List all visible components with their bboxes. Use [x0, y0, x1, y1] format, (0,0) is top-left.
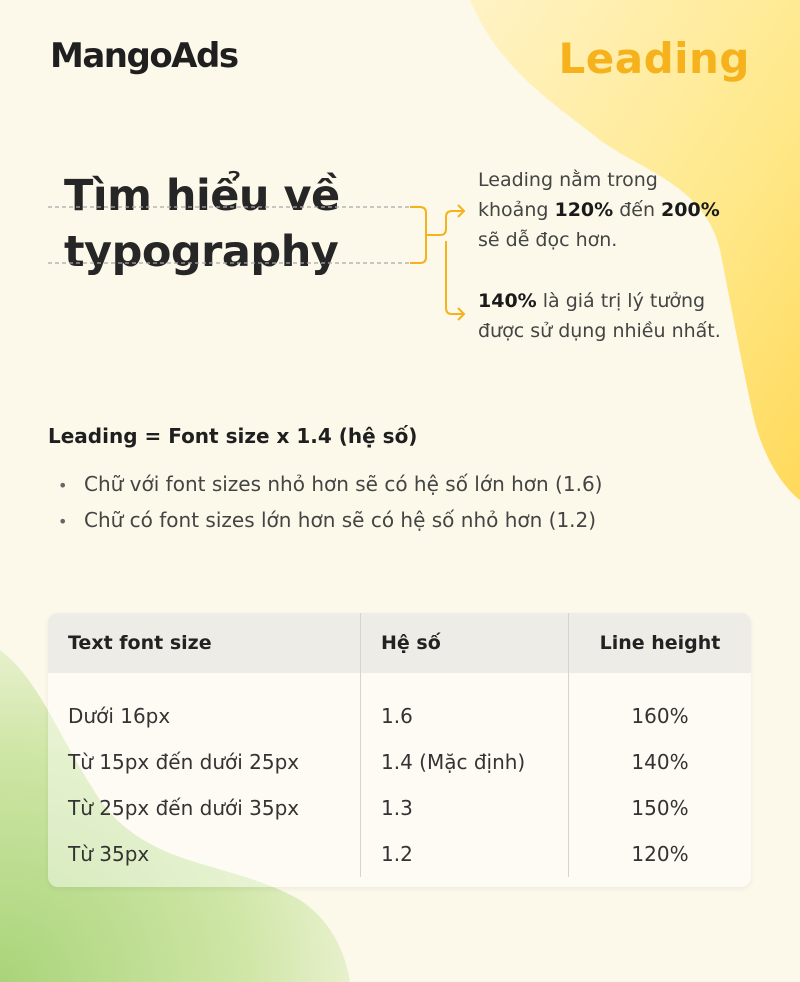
table-header-row: [48, 613, 751, 673]
column-header: Text font size: [48, 613, 361, 673]
table-cell: 150%: [569, 785, 752, 831]
table-cell: 1.2: [361, 831, 569, 877]
note-line: khoảng 120% đến 200%: [478, 199, 720, 221]
bracket-icon: [410, 207, 426, 263]
demo-line-2: typography: [64, 227, 339, 277]
table-cell: 140%: [569, 739, 752, 785]
note-line: 140% là giá trị lý tưởng: [478, 290, 706, 312]
table-cell: Dưới 16px: [68, 704, 171, 728]
note-line: Leading nằm trong: [478, 169, 658, 191]
table-cell: Từ 15px đến dưới 25px: [68, 750, 300, 774]
note-line: sẽ dễ đọc hơn.: [478, 229, 618, 251]
table-cell: 120%: [569, 831, 752, 877]
table-row: [48, 785, 751, 831]
note-ideal: [478, 286, 721, 346]
column-header: Line height: [569, 613, 752, 673]
list-item: • Chữ có font sizes lớn hơn sẽ có hệ số nhỏ hơn (1.2): [58, 503, 602, 539]
table-cell: 1.4 (Mặc định): [361, 739, 569, 785]
connector: [426, 211, 464, 235]
table-cell: 160%: [569, 673, 752, 739]
connector-2: [446, 241, 464, 314]
table-row: [48, 831, 751, 877]
column-header: Hệ số: [361, 613, 569, 673]
leading-table: [48, 613, 751, 887]
note-range: [478, 165, 720, 255]
list-item: • Chữ với font sizes nhỏ hơn sẽ có hệ số lớn hơn (1.6): [58, 467, 602, 503]
table-cell: Từ 25px đến dưới 35px: [68, 796, 300, 820]
note-line: được sử dụng nhiều nhất.: [478, 320, 721, 342]
table-cell: Từ 35px: [68, 842, 150, 866]
table-cell: 1.3: [361, 785, 569, 831]
table-row: [48, 673, 751, 739]
table-cell: 1.6: [361, 673, 569, 739]
leading-formula: Leading = Font size x 1.4 (hệ số): [48, 424, 418, 448]
page-title: Leading: [558, 34, 750, 83]
brand-logo: MangoAds: [50, 36, 238, 76]
table-row: [48, 739, 751, 785]
bullet-list: [58, 467, 602, 539]
demo-line-1: Tìm hiểu về: [64, 171, 340, 221]
